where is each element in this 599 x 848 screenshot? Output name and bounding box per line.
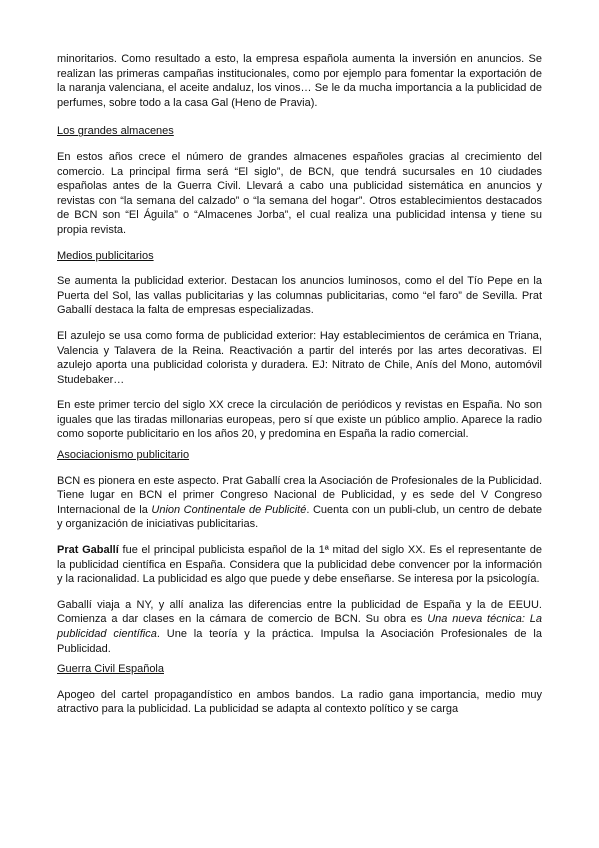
asoc-2-bold-name: Prat Gaballí <box>57 544 119 557</box>
asoc-3-italic-title: Una nueva técnica: La publicidad científica <box>57 613 542 640</box>
paragraph-intro: minoritarios. Como resultado a esto, la empresa española aumenta la inversión en anuncios. Se realizan las primeras campañas institucionales, como por ejemplo para fomentar la exportación de la naranja valenciana, el aceite andaluz, los vinos… Se le da mucha importancia a la publicidad de perfumes, sobre todo a la casa Gal (Heno de Pravia). <box>57 53 542 109</box>
paragraph-medios-1: Se aumenta la publicidad exterior. Destacan los anuncios luminosos, como el del Tío Pepe en la Puerta del Sol, las vallas publicitarias y las columnas publicitarias, como “el faro” de Sevilla. Prat Gaballí destaca la falta de empresas especializadas. <box>57 275 542 317</box>
asoc-2-text: fue el principal publicista español de la 1ª mitad del siglo XX. Es el representante de la publicidad científica en España. Considera que la publicidad debe convencer por la información y la racionalidad. La publicidad es algo que puede y debe enseñarse. Se interesa por la psicología. <box>57 544 542 586</box>
heading-asociacionismo: Asociacionismo publicitario <box>57 449 190 462</box>
heading-medios-publicitarios: Medios publicitarios <box>57 249 154 262</box>
paragraph-asociacionismo-1 <box>57 474 542 532</box>
asoc-3-text-b: . Une la teoría y la práctica. Impulsa la Asociación Profesionales de la Publicidad. <box>57 628 542 655</box>
paragraph-medios-2: El azulejo se usa como forma de publicidad exterior: Hay establecimientos de cerámica en Triana, Valencia y Talavera de la Reina. Reactivación a partir del interés por las artes decorativas. El azulejo aporta una publicidad colorista y duradera. EJ: Nitrato de Chile, Anís del Mono, automóvil Studebaker… <box>57 329 542 386</box>
asoc-1-text-a: BCN es pionera en este aspecto. Prat Gaballí crea la Asociación de Profesionales de la Publicidad. Tiene lugar en BCN el primer Congreso Nacional de Publicidad, y es sede del V Congreso Internacional de la <box>57 474 542 516</box>
asoc-3-text-a: Gaballí viaja a NY, y allí analiza las diferencias entre la publicidad de España y la de EEUU. Comienza a dar clases en la cámara de comercio de BCN. Su obra es <box>57 598 542 626</box>
asoc-1-text-b: . Cuenta con un publi-club, un centro de debate y organización de iniciativas publicitarias. <box>57 503 542 531</box>
paragraph-asociacionismo-2 <box>57 543 542 587</box>
paragraph-asociacionismo-3 <box>57 598 542 656</box>
paragraph-grandes-almacenes: En estos años crece el número de grandes almacenes españoles gracias al crecimiento del comercio. La principal firma será “El siglo”, de BCN, que tendrá sucursales en 10 ciudades españolas antes de la Guerra Civil. Llevará a cabo una publicidad sistemática en anuncios y revistas con “la semana del calzado” o “la semana del hogar”. Otros establecimientos destacados de BCN son “El Águila” o “Almacenes Jorba”, el cual realiza una publicidad intensa y tiene su propia revista. <box>57 150 542 236</box>
asoc-1-italic-union: Union Continentale de Publicité <box>151 503 307 516</box>
paragraph-guerra-civil: Apogeo del cartel propagandístico en ambos bandos. La radio gana importancia, medio muy atractivo para la publicidad. La publicidad se adapta al contexto político y se carga <box>57 688 542 716</box>
heading-grandes-almacenes: Los grandes almacenes <box>57 125 174 138</box>
heading-guerra-civil: Guerra Civil Española <box>57 663 164 676</box>
paragraph-medios-3: En este primer tercio del siglo XX crece la circulación de periódicos y revistas en España. No son iguales que las tiradas millonarias europeas, pero sí que existe un público amplio. Aparece la radio como soporte publicitario en los años 20, y predomina en España la radio comercial. <box>57 399 542 441</box>
